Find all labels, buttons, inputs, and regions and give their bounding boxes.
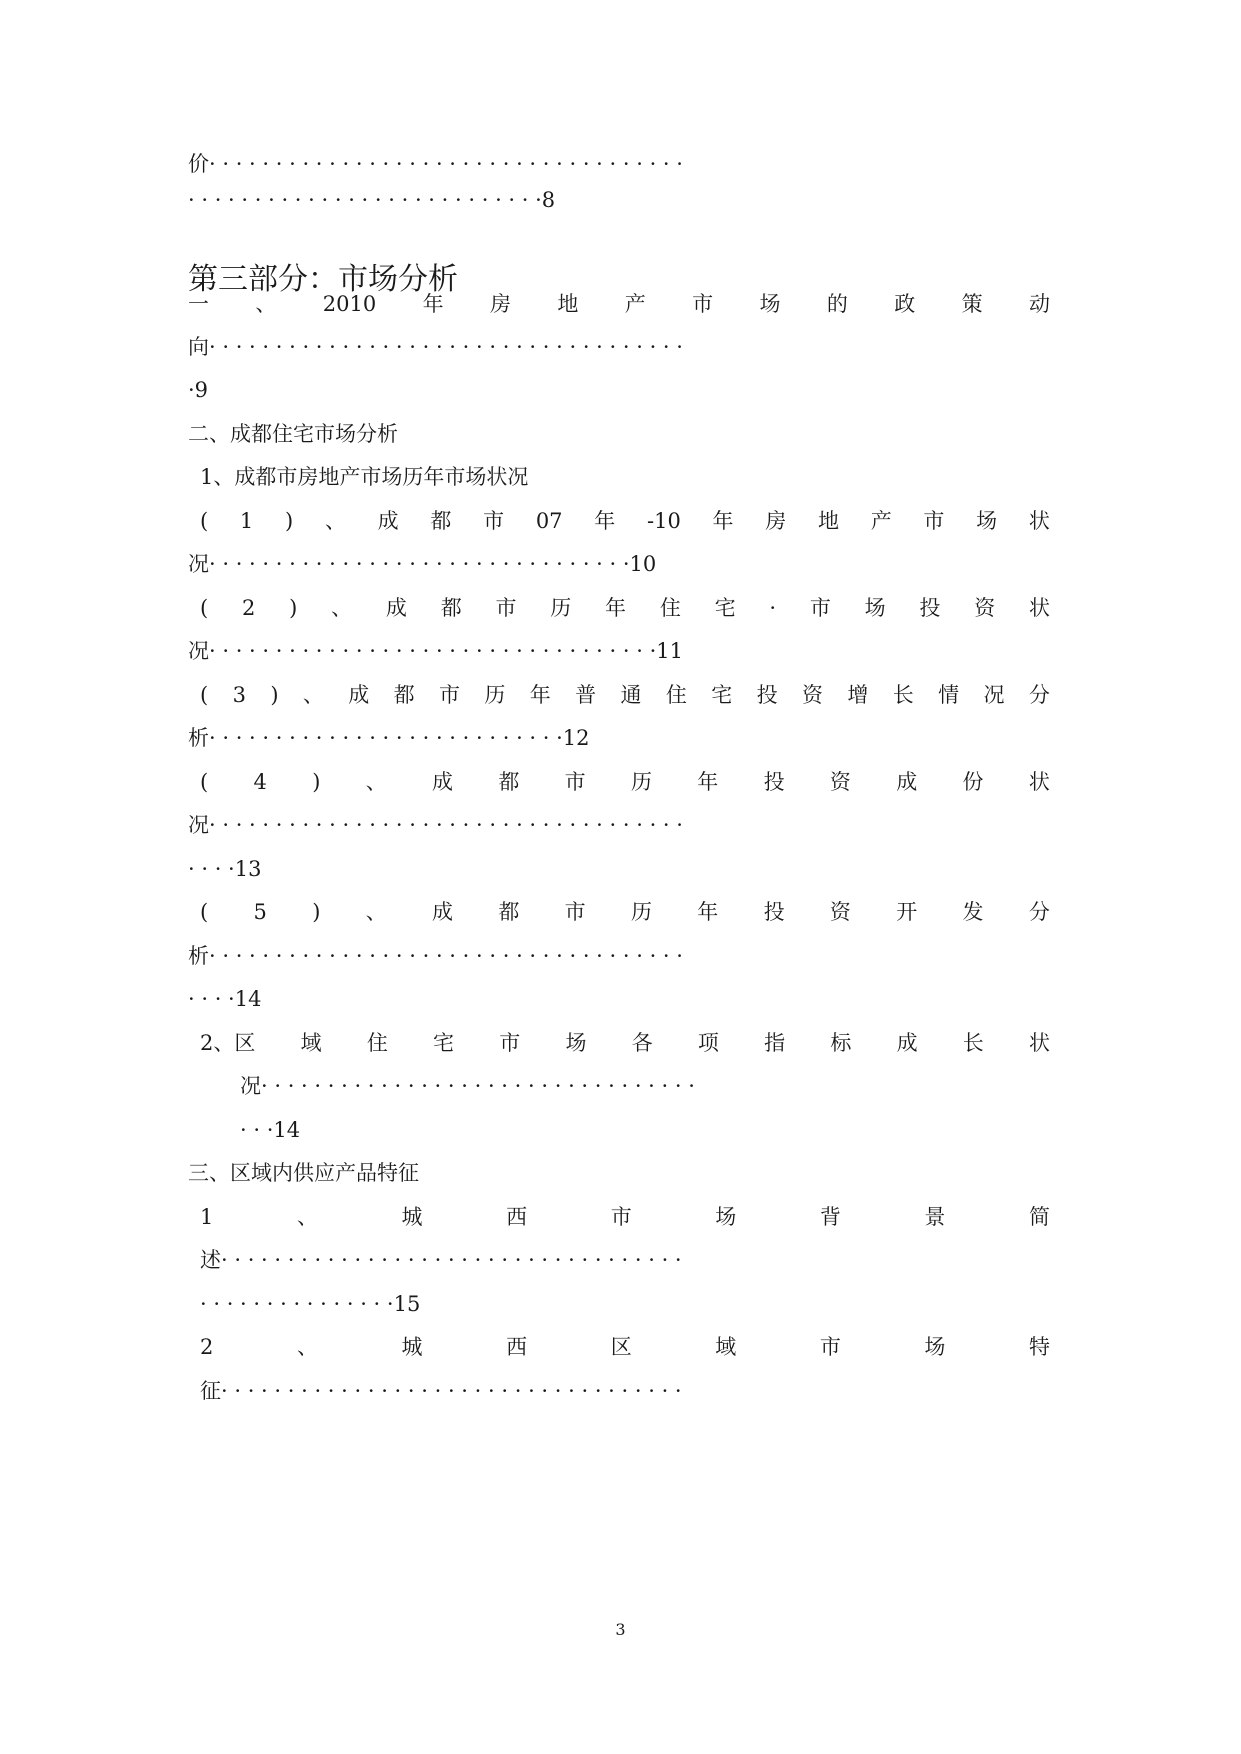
toc-token: 各 — [631, 1031, 653, 1055]
toc-token: 状 — [1028, 509, 1050, 533]
toc-token: 西 — [506, 1335, 528, 1359]
toc-token: 市 — [923, 509, 945, 533]
toc-line-11: 况· · · · · · · · · · · · · · · · · · · · · · · · · · · · · · · · · ·11 — [188, 639, 683, 663]
toc-token: 区 — [610, 1335, 632, 1359]
toc-token: 年 — [605, 596, 627, 620]
toc-token: 份 — [962, 770, 984, 794]
toc-token: 地 — [817, 509, 839, 533]
toc-token: 2 — [241, 596, 256, 620]
toc-line-15: 况· · · · · · · · · · · · · · · · · · · · · · · · · · · · · · · · · · · · — [188, 813, 683, 837]
toc-token: 场 — [864, 596, 886, 620]
toc-token: 成 — [432, 770, 454, 794]
toc-token: -10 — [646, 509, 681, 533]
toc-token: 西 — [506, 1205, 528, 1229]
toc-line-26: · · · · · · · · · · · · · · ·15 — [200, 1292, 421, 1316]
toc-token: 长 — [892, 683, 914, 707]
toc-line-20 — [200, 1029, 1050, 1057]
toc-token: 政 — [894, 292, 916, 316]
toc-token: 分 — [1028, 683, 1050, 707]
toc-token: 都 — [498, 770, 520, 794]
toc-token: 特 — [1029, 1335, 1050, 1359]
toc-token: ( — [200, 509, 209, 533]
toc-token: 指 — [764, 1031, 786, 1055]
toc-token: 1 — [200, 1205, 214, 1229]
toc-token: 、 — [331, 596, 353, 620]
toc-token: ( — [200, 770, 209, 794]
toc-token: 、 — [296, 1205, 318, 1229]
toc-token: 市 — [499, 1031, 521, 1055]
toc-token: 市 — [692, 292, 714, 316]
toc-token: 都 — [440, 596, 462, 620]
toc-line-7: 1、成都市房地产市场历年市场状况 — [200, 465, 529, 489]
toc-token: 资 — [974, 596, 996, 620]
toc-line-25: 述· · · · · · · · · · · · · · · · · · · · · · · · · · · · · · · · · · · — [200, 1248, 682, 1272]
toc-line-1: 价· · · · · · · · · · · · · · · · · · · · · · · · · · · · · · · · · · · · — [188, 152, 683, 176]
toc-line-19: · · · ·14 — [188, 987, 262, 1011]
toc-token: 1 — [239, 509, 254, 533]
toc-token: 投 — [763, 770, 785, 794]
toc-token: 场 — [924, 1335, 946, 1359]
toc-line-27 — [200, 1333, 1050, 1361]
toc-token: 市 — [564, 900, 586, 924]
toc-line-22: · · ·14 — [240, 1118, 301, 1142]
toc-token: 年 — [594, 509, 616, 533]
toc-token: 场 — [976, 509, 998, 533]
toc-token: 市 — [809, 596, 831, 620]
toc-token: 历 — [630, 900, 652, 924]
toc-line-2: · · · · · · · · · · · · · · · · · · · · · · · · · · ·8 — [188, 188, 556, 212]
toc-token: 都 — [393, 683, 415, 707]
toc-token: 、 — [296, 1335, 318, 1359]
toc-token: 都 — [498, 900, 520, 924]
toc-token: 资 — [829, 900, 851, 924]
toc-line-23: 三、区域内供应产品特征 — [188, 1161, 419, 1185]
toc-token: 产 — [624, 292, 646, 316]
toc-token: 宅 — [433, 1031, 455, 1055]
toc-token: 成 — [896, 770, 918, 794]
toc-token: 市 — [819, 1335, 841, 1359]
toc-token: 增 — [847, 683, 869, 707]
toc-token: ) — [289, 596, 298, 620]
toc-token: 年 — [422, 292, 444, 316]
toc-token: 场 — [759, 292, 781, 316]
toc-token: ( — [200, 683, 209, 707]
toc-token: 市 — [483, 509, 505, 533]
toc-token: 动 — [1028, 292, 1050, 316]
toc-token: 投 — [756, 683, 778, 707]
toc-token: 普 — [575, 683, 597, 707]
toc-line-3 — [188, 290, 1050, 318]
toc-token: 历 — [484, 683, 506, 707]
toc-token: 2010 — [322, 292, 377, 316]
toc-token: 城 — [401, 1205, 423, 1229]
toc-token: 背 — [819, 1205, 841, 1229]
toc-token: 标 — [830, 1031, 852, 1055]
toc-token: 长 — [962, 1031, 984, 1055]
toc-token: 地 — [557, 292, 579, 316]
toc-token: 07 — [535, 509, 563, 533]
toc-token: 都 — [430, 509, 452, 533]
toc-token: 成 — [896, 1031, 918, 1055]
toc-token: · — [769, 596, 777, 620]
toc-line-14 — [200, 768, 1050, 796]
toc-token: 、 — [365, 770, 387, 794]
toc-token: 2 — [200, 1335, 214, 1359]
toc-token: 成 — [432, 900, 454, 924]
toc-token: 项 — [697, 1031, 719, 1055]
page-number: 3 — [615, 1620, 626, 1639]
toc-token: 成 — [377, 509, 399, 533]
toc-token: 市 — [439, 683, 461, 707]
toc-token: ( — [200, 900, 209, 924]
toc-line-9: 况· · · · · · · · · · · · · · · · · · · · · · · · · · · · · · · ·10 — [188, 552, 657, 576]
toc-token: 城 — [401, 1335, 423, 1359]
toc-token: 2、区 — [200, 1031, 256, 1055]
toc-token: 通 — [620, 683, 642, 707]
toc-token: 市 — [495, 596, 517, 620]
toc-line-12 — [200, 681, 1050, 709]
section-heading: 第三部分：市场分析 — [188, 262, 458, 297]
toc-token: 场 — [715, 1205, 737, 1229]
toc-token: 4 — [253, 770, 267, 794]
toc-token: 年 — [697, 770, 719, 794]
toc-token: 投 — [919, 596, 941, 620]
toc-token: 简 — [1029, 1205, 1050, 1229]
toc-token: 宅 — [711, 683, 733, 707]
toc-line-24 — [200, 1203, 1050, 1231]
toc-token: ) — [312, 770, 321, 794]
toc-token: 住 — [665, 683, 687, 707]
toc-token: 、 — [255, 292, 277, 316]
toc-line-4: 向· · · · · · · · · · · · · · · · · · · · · · · · · · · · · · · · · · · · — [188, 335, 683, 359]
toc-token: 状 — [1028, 596, 1050, 620]
toc-token: 5 — [253, 900, 267, 924]
toc-token: ( — [200, 596, 209, 620]
toc-token: 状 — [1029, 1031, 1050, 1055]
toc-token: 域 — [715, 1335, 737, 1359]
toc-token: 、 — [365, 900, 387, 924]
toc-token: 房 — [765, 509, 787, 533]
toc-token: 状 — [1028, 770, 1050, 794]
toc-token: 年 — [712, 509, 734, 533]
toc-token: 域 — [300, 1031, 322, 1055]
toc-token: 宅 — [714, 596, 736, 620]
toc-token: 历 — [550, 596, 572, 620]
toc-token: 况 — [983, 683, 1005, 707]
toc-line-16: · · · ·13 — [188, 857, 262, 881]
toc-token: 房 — [489, 292, 511, 316]
toc-token: 3 — [232, 683, 246, 707]
toc-token: 策 — [961, 292, 983, 316]
toc-token: 发 — [962, 900, 984, 924]
toc-token: 产 — [870, 509, 892, 533]
toc-token: 资 — [829, 770, 851, 794]
toc-token: 市 — [564, 770, 586, 794]
toc-token: 开 — [896, 900, 918, 924]
toc-line-17 — [200, 898, 1050, 926]
toc-line-8 — [200, 507, 1050, 535]
toc-line-5: ·9 — [188, 378, 209, 402]
toc-line-18: 析· · · · · · · · · · · · · · · · · · · · · · · · · · · · · · · · · · · · — [188, 944, 683, 968]
toc-token: 年 — [529, 683, 551, 707]
toc-token: 历 — [630, 770, 652, 794]
toc-token: ) — [285, 509, 294, 533]
toc-line-21: 况· · · · · · · · · · · · · · · · · · · · · · · · · · · · · · · · · — [240, 1074, 695, 1098]
toc-token: 一 — [188, 292, 209, 316]
toc-token: ) — [312, 900, 321, 924]
toc-token: 的 — [826, 292, 848, 316]
toc-token: ) — [270, 683, 279, 707]
toc-token: 、 — [324, 509, 346, 533]
toc-token: 年 — [697, 900, 719, 924]
toc-token: 分 — [1028, 900, 1050, 924]
toc-token: 场 — [565, 1031, 587, 1055]
toc-line-13: 析· · · · · · · · · · · · · · · · · · · · · · · · · · ·12 — [188, 726, 590, 750]
toc-token: 住 — [366, 1031, 388, 1055]
toc-token: 市 — [610, 1205, 632, 1229]
toc-line-10 — [200, 594, 1050, 622]
toc-token: 住 — [659, 596, 681, 620]
toc-line-6: 二、成都住宅市场分析 — [188, 422, 398, 446]
toc-token: 资 — [802, 683, 824, 707]
toc-token: 成 — [385, 596, 407, 620]
toc-line-28: 征· · · · · · · · · · · · · · · · · · · · · · · · · · · · · · · · · · · — [200, 1379, 682, 1403]
toc-token: 成 — [348, 683, 370, 707]
toc-token: 情 — [938, 683, 960, 707]
toc-token: 投 — [763, 900, 785, 924]
toc-token: 景 — [924, 1205, 946, 1229]
toc-token: 、 — [302, 683, 324, 707]
